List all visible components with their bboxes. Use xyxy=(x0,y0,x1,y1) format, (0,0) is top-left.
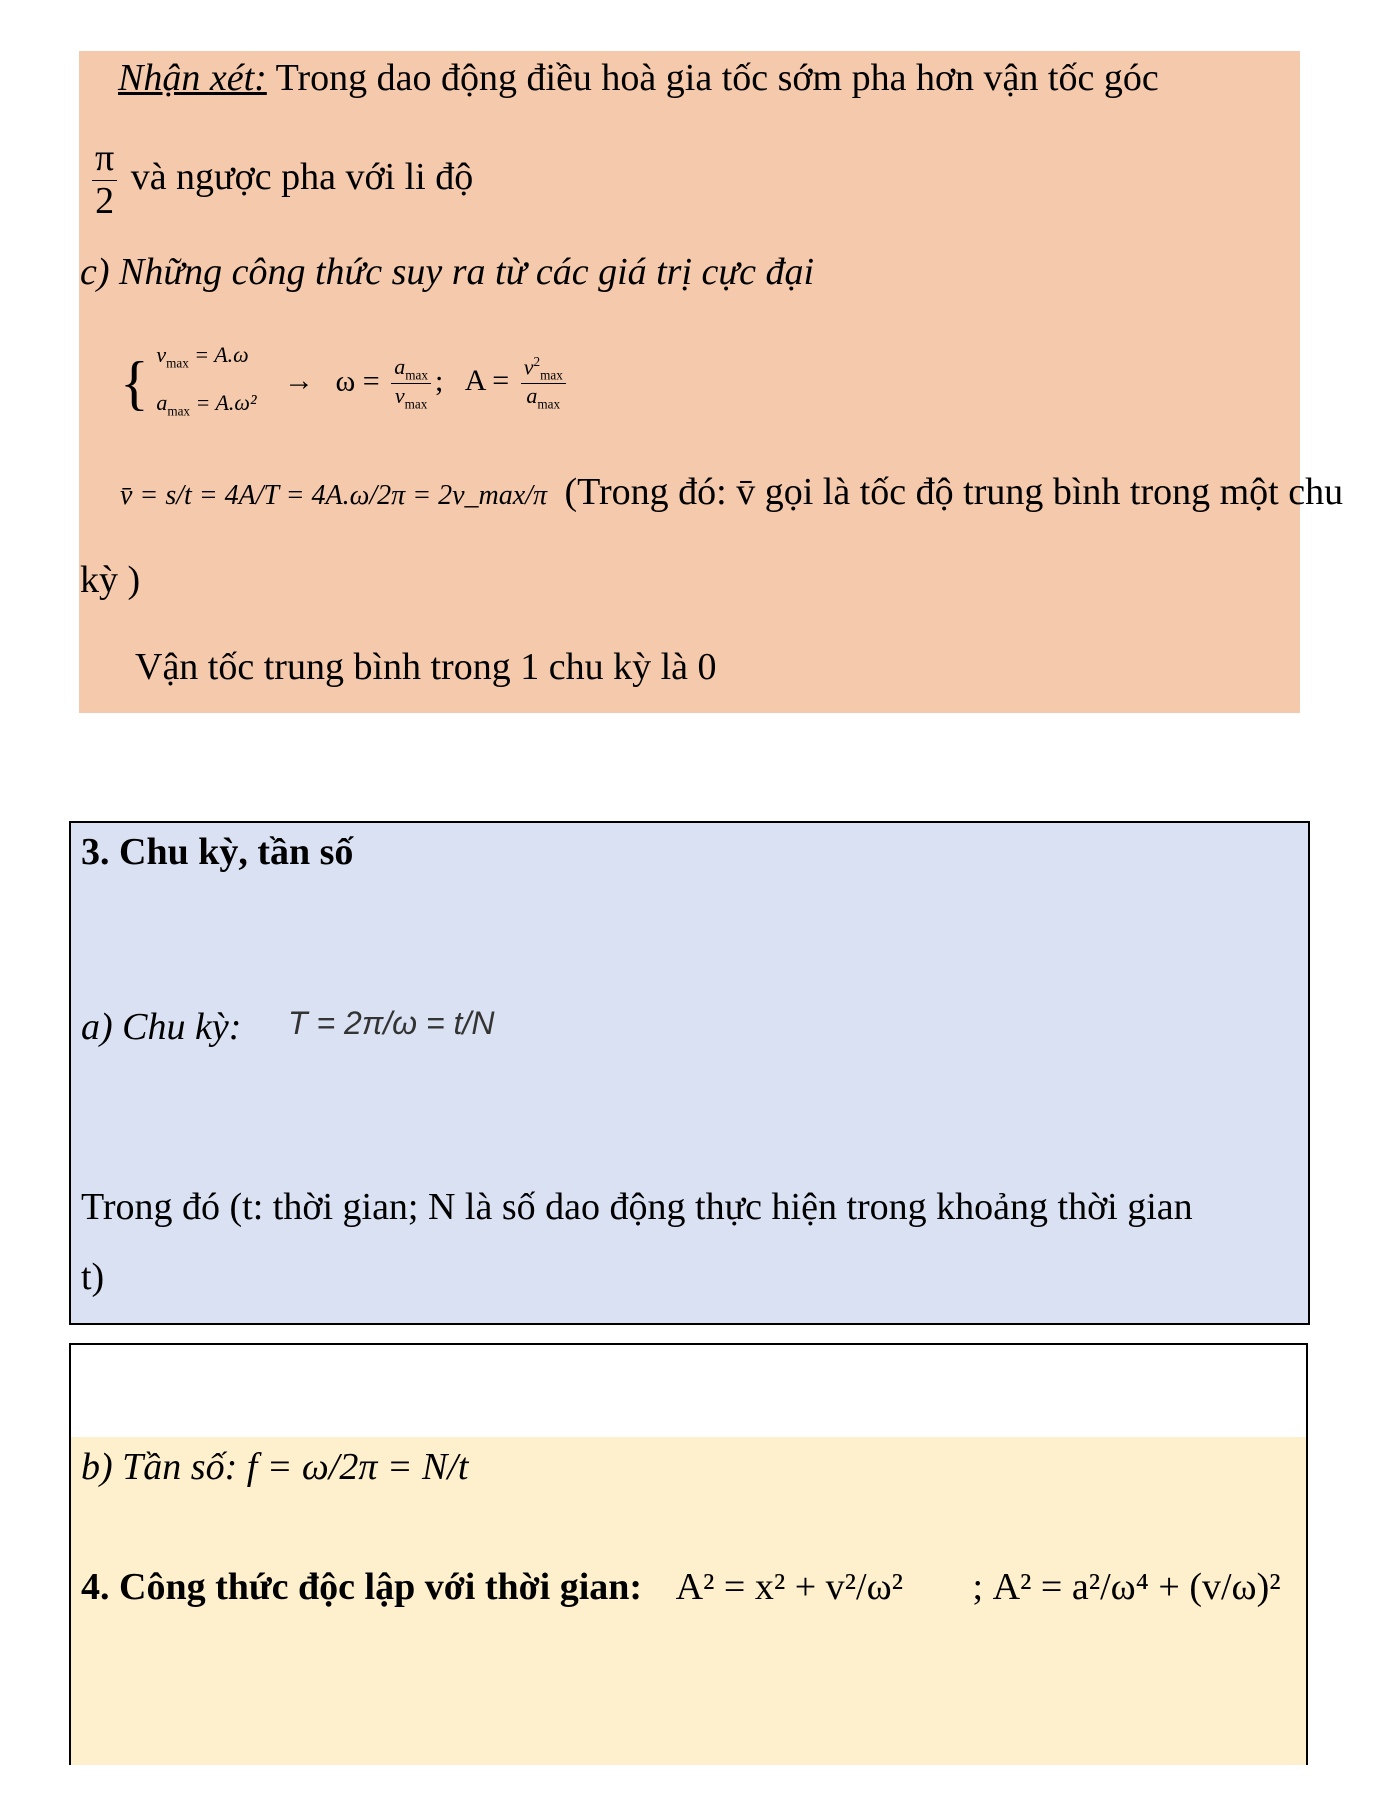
section-4-panel xyxy=(69,1343,1308,1765)
independent-formula-line xyxy=(81,1565,1281,1609)
max-formula: { $v_{max} = A.\omega$ $a_{max} = A.\omega^2 \to \omega$ = $\frac{a_{max}}{v_{max}}$ ; A = $\frac{v^2_{max}}{a_{max}}$ xyxy=(120,335,570,432)
period-label: a) Chu kỳ: xyxy=(81,1006,242,1048)
omega-fraction: $\frac{a_{max}}{v_{max}}$ xyxy=(391,355,431,412)
pi-over-2: $\frac{\pi}{2}$ xyxy=(92,138,117,223)
independent-formula-2: ; A² = a²/ω⁴ + (v/ω)² xyxy=(972,1566,1281,1608)
remark-line2 xyxy=(88,138,473,223)
avg-note-cont: kỳ ) xyxy=(80,559,141,601)
section-4-heading: 4. Công thức độc lập với thời gian: xyxy=(81,1566,643,1608)
arrow-icon: → xyxy=(284,364,315,398)
avg-speed-line xyxy=(120,470,1343,514)
omega-eq: ω = xyxy=(335,364,380,398)
period-note-cont: t) xyxy=(81,1256,105,1298)
section-3-panel xyxy=(69,821,1310,1325)
A-eq: A = xyxy=(464,364,510,398)
remark-text: Trong dao động điều hoà gia tốc sớm pha hơn vận tốc góc xyxy=(266,57,1159,99)
section-3-heading: 3. Chu kỳ, tần số xyxy=(81,831,354,873)
frequency-label: b) Tần số: xyxy=(81,1446,238,1488)
period-note: Trong đó (t: thời gian; N là số dao động thực hiện trong khoảng thời gian xyxy=(81,1186,1193,1228)
frequency-formula: f = ω/2π = N/t xyxy=(246,1446,469,1488)
period-formula: T = 2π/ω = t/N xyxy=(288,1005,495,1041)
section-c-heading: c) Những công thức suy ra từ các giá trị cực đại xyxy=(80,251,815,293)
A-fraction: $\frac{v^2_{max}}{a_{max}}$ xyxy=(521,355,566,412)
avg-speed-formula: v̄ = s/t = 4A/T = 4A.ω/2π = 2v_max/π xyxy=(120,480,547,511)
system: $v_{max} = A.\omega$ $a_{max} = A.\omega^2$ xyxy=(156,342,257,419)
remark-label: Nhận xét: xyxy=(118,57,267,99)
remark-line xyxy=(118,56,1159,100)
remark-text-2: và ngược pha với li độ xyxy=(130,156,474,199)
independent-formula-1: A² = x² + v²/ω² xyxy=(675,1566,904,1608)
avg-velocity-text: Vận tốc trung bình trong 1 chu kỳ là 0 xyxy=(135,646,717,688)
avg-speed-note: (Trong đó: v̄ gọi là tốc độ trung bình trong một chu xyxy=(564,471,1344,513)
frequency-line xyxy=(81,1445,468,1489)
